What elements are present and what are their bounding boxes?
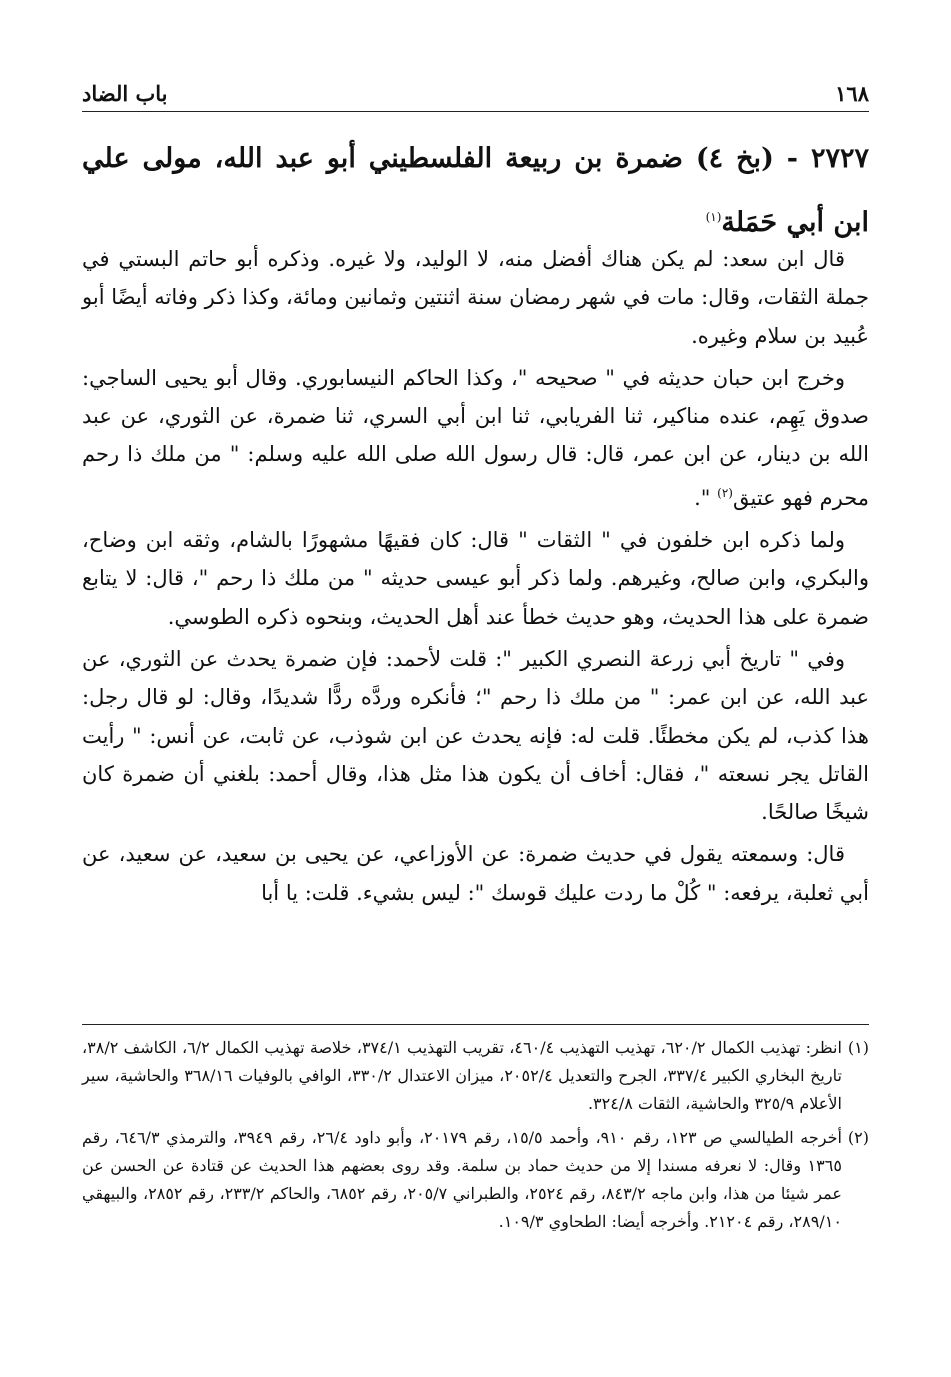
paragraph-5: قال: وسمعته يقول في حديث ضمرة: عن الأوزاعي، عن يحيى بن سعيد، عن سعيد، عن أبي ثعلبة، يرفعه: " كُلْ ما ردت عليك قوسك ": ليس بشيء. قلت: يا أبا — [82, 842, 869, 905]
footnote-divider — [82, 1024, 869, 1025]
entry-heading-text: ٢٧٢٧ - (بخ ٤) ضمرة بن ربيعة الفلسطيني أبو عبد الله، مولى علي ابن أبي حَمَلة — [82, 143, 869, 238]
paragraph-3: ولما ذكره ابن خلفون في " الثقات " قال: كان فقيهًا مشهورًا بالشام، وثقه ابن وضاح، والبكري، وابن صالح، وغيرهم. ولما ذكر أبو عيسى حديثه " من ملك ذا رحم "، قال: لا يتابع ضمرة على هذا الحديث، وهو حديث خطأ عند أهل الحديث، وبنحوه ذكره الطوسي. — [82, 528, 869, 629]
footnote-1 — [82, 1034, 869, 1118]
footnote-ref-2[interactable]: (٢) — [717, 485, 733, 500]
footnotes — [82, 1034, 869, 1242]
running-header — [82, 66, 869, 106]
header-divider — [82, 111, 869, 112]
paragraph-4: وفي " تاريخ أبي زرعة النصري الكبير ": قلت لأحمد: فإن ضمرة يحدث عن الثوري، عن عبد الله، عن ابن عمر: " من ملك ذا رحم "؛ فأنكره وردَّه ردًّا شديدًا، وقال: لو قال رجل: هذا كذب، لم يكن مخطئًا. قلت له: فإنه يحدث عن ابن شوذب، عن ثابت، عن أنس: " رأيت القاتل يجر نسعته "، فقال: أخاف أن يكون هذا مثل هذا، وقال أحمد: بلغني أن ضمرة كان شيخًا صالحًا. — [82, 646, 869, 825]
footnote-number: (٢) — [847, 1128, 869, 1147]
footnote-number: (١) — [847, 1038, 869, 1057]
entry-heading — [82, 130, 869, 252]
footnote-text: أخرجه الطيالسي ص ١٢٣، رقم ٩١٠، وأحمد ١٥/٥، رقم ٢٠١٧٩، وأبو داود ٢٦/٤، رقم ٣٩٤٩، والترمذي ٦٤٦/٣، رقم ١٣٦٥ وقال: لا نعرفه مسندا إلا من حديث حماد بن سلمة. وقد روى بعضهم هذا الحديث عن قتادة عن الحسن عن عمر شيئا من هذا، وابن ماجه ٨٤٣/٢، رقم ٢٥٢٤، والطبراني ٢٠٥/٧، رقم ٦٨٥٢، والحاكم ٢٣٣/٢، رقم ٢٨٥٢، والبيهقي ٢٨٩/١٠، رقم ٢١٢٠٤. وأخرجه أيضا: الطحاوي ١٠٩/٣. — [82, 1128, 842, 1231]
paragraph-2-text: وخرج ابن حبان حديثه في " صحيحه "، وكذا الحاكم النيسابوري. وقال أبو يحيى الساجي: صدوق يَهِم، عنده مناكير، ثنا الفريابي، ثنا ابن أبي السري، ثنا ضمرة، عن الثوري، عن عبد الله بن دينار، عن ابن عمر، قال: قال رسول الله صلى الله عليه وسلم: " من ملك ذا رحم محرم فهو عتيق — [82, 365, 869, 510]
paragraph-2 — [82, 359, 869, 517]
paragraph-2-tail: ". — [694, 485, 718, 510]
footnote-ref-1[interactable]: (١) — [705, 210, 722, 224]
page-number: ١٦٨ — [835, 81, 869, 106]
footnote-2 — [82, 1124, 869, 1236]
footnote-text: انظر: تهذيب الكمال ٦٢٠/٢، تهذيب التهذيب ٤٦٠/٤، تقريب التهذيب ٣٧٤/١، خلاصة تهذيب الكمال ٦/٢، الكاشف ٣٨/٢، تاريخ البخاري الكبير ٣٣٧/٤، الجرح والتعديل ٢٠٥٢/٤، ميزان الاعتدال ٣٣٠/٢، الوافي بالوفيات ٣٦٨/١٦ والحاشية، سير الأعلام ٣٢٥/٩ والحاشية، الثقات ٣٢٤/٨. — [82, 1038, 842, 1113]
body-text — [82, 240, 869, 916]
chapter-title: باب الضاد — [82, 81, 168, 106]
paragraph-1: قال ابن سعد: لم يكن هناك أفضل منه، لا الوليد، ولا غيره. وذكره أبو حاتم البستي في جملة الثقات، وقال: مات في شهر رمضان سنة اثنتين وثمانين ومائة، وكذا ذكر وفاته أيضًا أبو عُبيد بن سلام وغيره. — [82, 247, 869, 348]
